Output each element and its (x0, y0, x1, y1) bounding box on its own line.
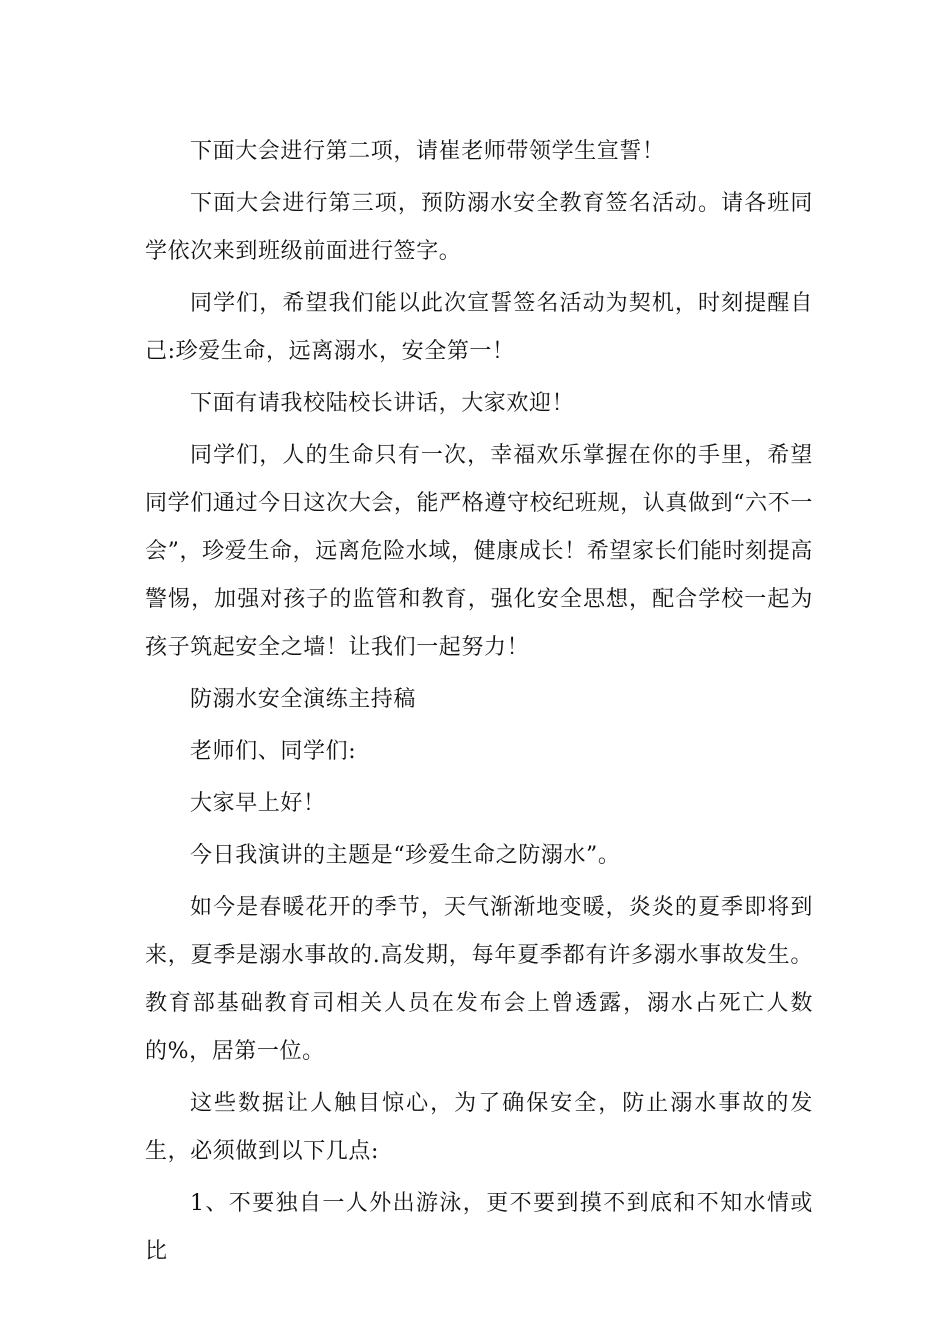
greeting-audience: 老师们、同学们: (190, 739, 357, 764)
paragraph-principal-intro: 下面有请我校陆校长讲话，大家欢迎！ (190, 391, 575, 416)
paragraph-item-3: 下面大会进行第三项，预防溺水安全教育签名活动。请各班同学依次来到班级前面进行签字。 (145, 191, 813, 264)
paragraph-motivation: 同学们，希望我们能以此次宣誓签名活动为契机，时刻提醒自己:珍爱生命，远离溺水，安全第一！ (145, 291, 813, 364)
greeting-morning: 大家早上好！ (190, 791, 326, 816)
document-body (145, 128, 813, 1280)
paragraph-data-shock: 这些数据让人触目惊心，为了确保安全，防止溺水事故的发生，必须做到以下几点: (145, 1091, 813, 1164)
paragraph-season: 如今是春暖花开的季节，天气渐渐地变暖，炎炎的夏季即将到来，夏季是溺水事故的.高发期，每年夏季都有许多溺水事故发生。教育部基础教育司相关人员在发布会上曾透露，溺水占死亡人数的%，居第一位。 (145, 895, 813, 1064)
list-item-1: 1、不要独自一人外出游泳，更不要到摸不到底和不知水情或比 (145, 1191, 813, 1264)
section-title: 防溺水安全演练主持稿 (190, 687, 417, 712)
speech-topic: 今日我演讲的主题是“珍爱生命之防溺水”。 (190, 843, 621, 868)
paragraph-principal-speech: 同学们，人的生命只有一次，幸福欢乐掌握在你的手里，希望同学们通过今日这次大会，能严格遵守校纪班规，认真做到“六不一会”，珍爱生命，远离危险水域，健康成长！希望家长们能时刻提高警惕，加强对孩子的监管和教育，强化安全思想，配合学校一起为孩子筑起安全之墙！让我们一起努力！ (145, 443, 813, 660)
paragraph-item-2: 下面大会进行第二项，请崔老师带领学生宣誓！ (190, 139, 665, 164)
